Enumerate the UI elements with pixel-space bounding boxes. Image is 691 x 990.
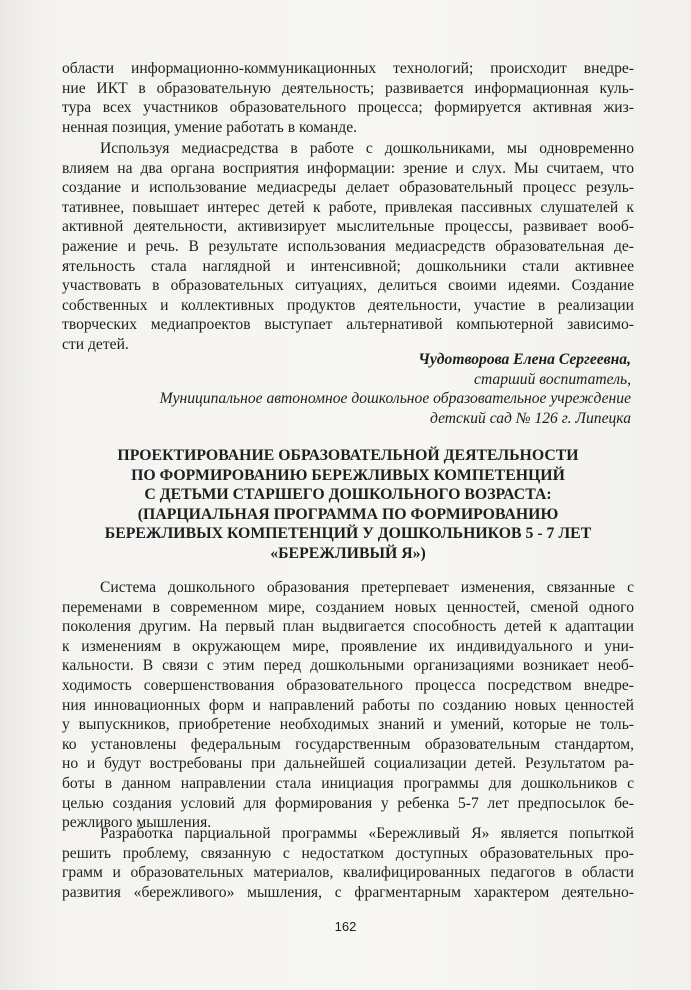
text-line: тативнее, повышает интерес детей к работе, привлекая пассивных слушателей к bbox=[62, 198, 634, 216]
text-line: тура всех участников образовательного процесса; формируется активная жиз- bbox=[62, 99, 634, 117]
title-line: «БЕРЕЖЛИВЫЙ Я») bbox=[270, 544, 426, 562]
author-name: Чудотворова Елена Сергеевна, bbox=[418, 351, 631, 368]
text-line: к изменениям в окружающем мире, проявление их индивидуального и уни- bbox=[62, 637, 634, 655]
title-line: ПО ФОРМИРОВАНИЮ БЕРЕЖЛИВЫХ КОМПЕТЕНЦИЙ bbox=[131, 466, 565, 484]
text-line: ния инновационных форм и направлений работы по созданию новых ценностей bbox=[62, 696, 634, 714]
text-line: сти детей. bbox=[62, 335, 129, 353]
paragraph-razrabotka bbox=[62, 824, 634, 902]
text-line: у выпускников, приобретение необходимых знаний и умений, которые не толь- bbox=[62, 716, 634, 734]
text-line: боты в данном направлении стала инициация программы для дошкольников с bbox=[62, 774, 634, 792]
text-line: кальности. В связи с этим перед дошкольными организациями возникает необ- bbox=[62, 657, 634, 675]
text-line: создание и использование медиасреды делает образовательный процесс резуль- bbox=[62, 179, 634, 197]
text-line: ятельность стала наглядной и интенсивной; дошкольники стали активнее bbox=[62, 257, 634, 275]
text-line: области информационно-коммуникационных технологий; происходит внедре- bbox=[62, 60, 634, 77]
text-line: развития «бережливого» мышления, с фрагментарным характером деятельно- bbox=[62, 883, 634, 901]
text-line: влияем на два органа восприятия информации: зрение и слух. Мы считаем, что bbox=[62, 159, 634, 177]
text-line: Используя медиасредства в работе с дошкольниками, мы одновременно bbox=[100, 140, 634, 157]
paragraph-sistema bbox=[62, 578, 634, 833]
text-line: грамм и образовательных материалов, квалифицированных педагогов в области bbox=[62, 864, 634, 882]
text-line: ходимость совершенствования образовательного процесса посредством внедре- bbox=[62, 676, 634, 694]
author-position: старший воспитатель, bbox=[474, 370, 631, 388]
title-line: (ПАРЦИАЛЬНАЯ ПРОГРАММА ПО ФОРМИРОВАНИЮ bbox=[137, 505, 559, 523]
text-line: Система дошкольного образования претерпевает изменения, связанные с bbox=[100, 579, 634, 596]
author-organization: Муниципальное автономное дошкольное образовательное учреждение bbox=[159, 390, 631, 408]
text-line: участвовать в образовательных ситуациях, делиться своими идеями. Создание bbox=[62, 277, 634, 295]
text-line: решить проблему, связанную с недостатком доступных образовательных про- bbox=[62, 844, 634, 862]
text-line: поколения другим. На первый план выдвигается способность детей к адаптации bbox=[62, 618, 634, 636]
text-line: собственных и коллективных продуктов деятельности, участие в реализации bbox=[62, 296, 634, 314]
text-line: но и будут востребованы при дальнейшей социализации детей. Результатом ра- bbox=[62, 755, 634, 773]
title-line: ПРОЕКТИРОВАНИЕ ОБРАЗОВАТЕЛЬНОЙ ДЕЯТЕЛЬНОСТИ bbox=[117, 447, 579, 464]
text-line: ненная позиция, умение работать в команде. bbox=[62, 118, 358, 136]
author-organization-city: детский сад № 126 г. Липецка bbox=[429, 409, 631, 427]
paragraph-mediasredstva bbox=[62, 139, 634, 355]
text-line: Разработка парциальной программы «Бережливый Я» является попыткой bbox=[100, 825, 634, 842]
text-line: ражение и речь. В результате использования медиасредств образовательная де- bbox=[62, 237, 634, 255]
text-line: ко установлены федеральным государственным образовательным стандартом, bbox=[62, 735, 634, 753]
text-line: активной деятельности, активизирует мыслительные процессы, развивает вооб- bbox=[62, 218, 634, 236]
text-line: творческих медиапроектов выступает альтернативой компьютерной зависимо- bbox=[62, 316, 634, 334]
text-line: целью создания условий для формирования у ребенка 5-7 лет предпосылок бе- bbox=[62, 794, 634, 812]
title-line: С ДЕТЬМИ СТАРШЕГО ДОШКОЛЬНОГО ВОЗРАСТА: bbox=[144, 486, 552, 503]
article-title bbox=[62, 446, 634, 563]
page-number: 162 bbox=[334, 919, 357, 934]
text-line: ние ИКТ в образовательную деятельность; развивается информационная куль- bbox=[62, 79, 634, 97]
title-line: БЕРЕЖЛИВЫХ КОМПЕТЕНЦИЙ У ДОШКОЛЬНИКОВ 5 - 7 ЛЕТ bbox=[104, 525, 592, 542]
text-line: переменами в современном мире, созданием новых ценностей, сменой одного bbox=[62, 598, 634, 616]
text-line: режливого мышления. bbox=[62, 814, 212, 832]
author-signature bbox=[160, 350, 631, 428]
paragraph-continuation bbox=[62, 59, 634, 137]
